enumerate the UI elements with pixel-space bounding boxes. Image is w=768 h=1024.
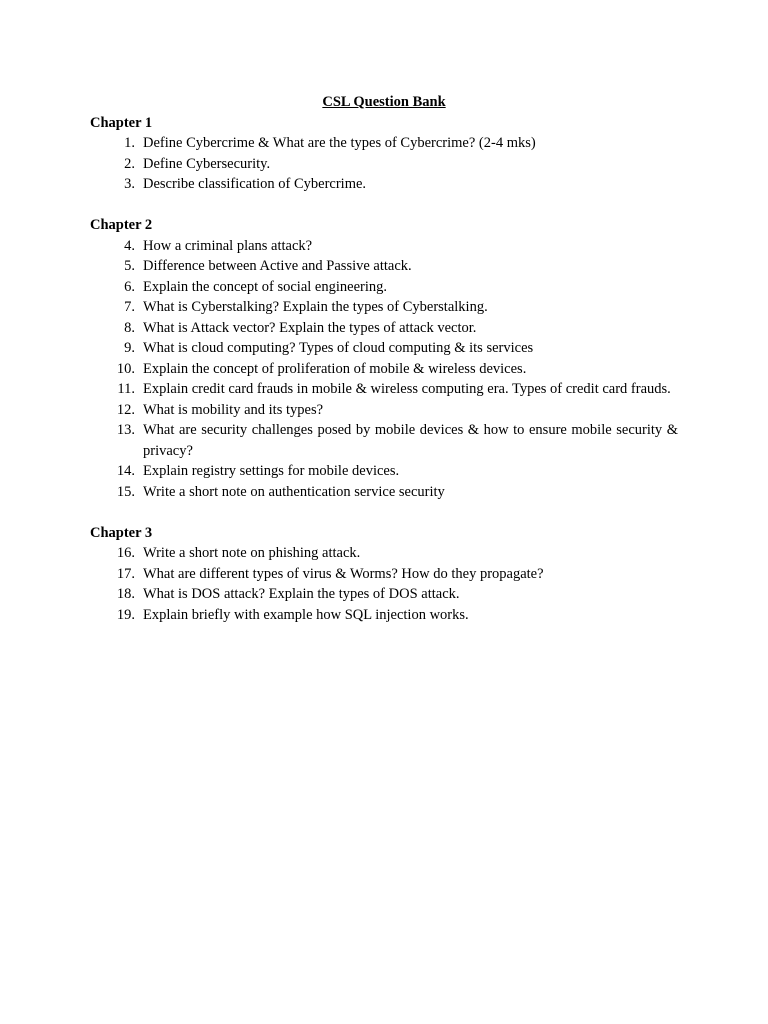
list-item xyxy=(90,605,678,626)
question-list xyxy=(90,236,678,503)
question-text: Describe classification of Cybercrime. xyxy=(143,176,367,192)
list-item xyxy=(90,236,678,257)
list-item xyxy=(90,482,678,503)
question-number: 11 . xyxy=(90,379,135,400)
question-number: 16 . xyxy=(90,543,135,564)
page-title: CSL Question Bank xyxy=(322,94,446,110)
chapter-heading: Chapter 3 xyxy=(90,524,153,541)
list-item xyxy=(90,400,678,421)
list-item xyxy=(90,256,678,277)
list-item xyxy=(90,543,678,564)
list-item xyxy=(90,461,678,482)
list-item xyxy=(90,584,678,605)
question-text: What is cloud computing? Types of cloud computing & its services xyxy=(143,340,534,356)
chapter-2-section xyxy=(90,215,678,502)
question-number: 6 . xyxy=(90,277,135,298)
question-number: 1 . xyxy=(90,133,135,154)
question-text: Explain registry settings for mobile devices. xyxy=(143,463,400,479)
list-item xyxy=(90,379,678,400)
question-number: 9 . xyxy=(90,338,135,359)
question-number: 8 . xyxy=(90,318,135,339)
question-text: Explain briefly with example how SQL injection works. xyxy=(143,606,469,623)
question-text: What is DOS attack? Explain the types of DOS attack. xyxy=(143,586,460,602)
question-number: 3 . xyxy=(90,174,135,195)
list-item xyxy=(90,318,678,339)
question-text: Define Cybercrime & What are the types of Cybercrime? (2-4 mks) xyxy=(143,135,536,151)
question-list xyxy=(90,543,678,625)
question-text: What is Attack vector? Explain the types of attack vector. xyxy=(143,319,477,336)
list-item xyxy=(90,154,678,175)
question-number: 15 . xyxy=(90,482,135,503)
question-number: 18 . xyxy=(90,584,135,605)
question-number: 4 . xyxy=(90,236,135,257)
chapter-1-section xyxy=(90,113,678,195)
list-item xyxy=(90,359,678,380)
list-item xyxy=(90,297,678,318)
list-item xyxy=(90,174,678,195)
list-item xyxy=(90,564,678,585)
question-number: 7 . xyxy=(90,297,135,318)
question-number: 10 . xyxy=(90,359,135,380)
question-text: What are different types of virus & Worms? How do they propagate? xyxy=(143,565,544,582)
question-text: Difference between Active and Passive attack. xyxy=(143,258,412,274)
question-text: How a criminal plans attack? xyxy=(143,237,313,254)
question-text: What is Cyberstalking? Explain the types of Cyberstalking. xyxy=(143,299,488,315)
question-text: Write a short note on authentication service security xyxy=(143,483,445,500)
question-number: 2 . xyxy=(90,154,135,175)
question-text: What is mobility and its types? xyxy=(143,401,324,418)
question-number: 5 . xyxy=(90,256,135,277)
question-number: 17 . xyxy=(90,564,135,585)
list-item xyxy=(90,277,678,298)
document-content xyxy=(90,92,678,625)
question-number: 12 . xyxy=(90,400,135,421)
question-text: Explain the concept of proliferation of mobile & wireless devices. xyxy=(143,360,527,377)
chapter-heading: Chapter 2 xyxy=(90,217,153,233)
question-text: What are security challenges posed by mobile devices & how to ensure mobile security & privacy? xyxy=(143,422,678,459)
question-number: 19 . xyxy=(90,605,135,626)
chapter-3-section xyxy=(90,523,678,626)
question-number: 13 . xyxy=(90,420,135,461)
question-text: Explain the concept of social engineering. xyxy=(143,278,387,295)
question-text: Explain credit card frauds in mobile & wireless computing era. Types of credit card frauds. xyxy=(143,381,671,397)
question-list xyxy=(90,133,678,195)
chapter-heading: Chapter 1 xyxy=(90,114,153,131)
list-item xyxy=(90,338,678,359)
question-text: Write a short note on phishing attack. xyxy=(143,545,361,561)
question-text: Define Cybersecurity. xyxy=(143,155,271,172)
list-item xyxy=(90,133,678,154)
question-number: 14 . xyxy=(90,461,135,482)
list-item xyxy=(90,420,678,461)
